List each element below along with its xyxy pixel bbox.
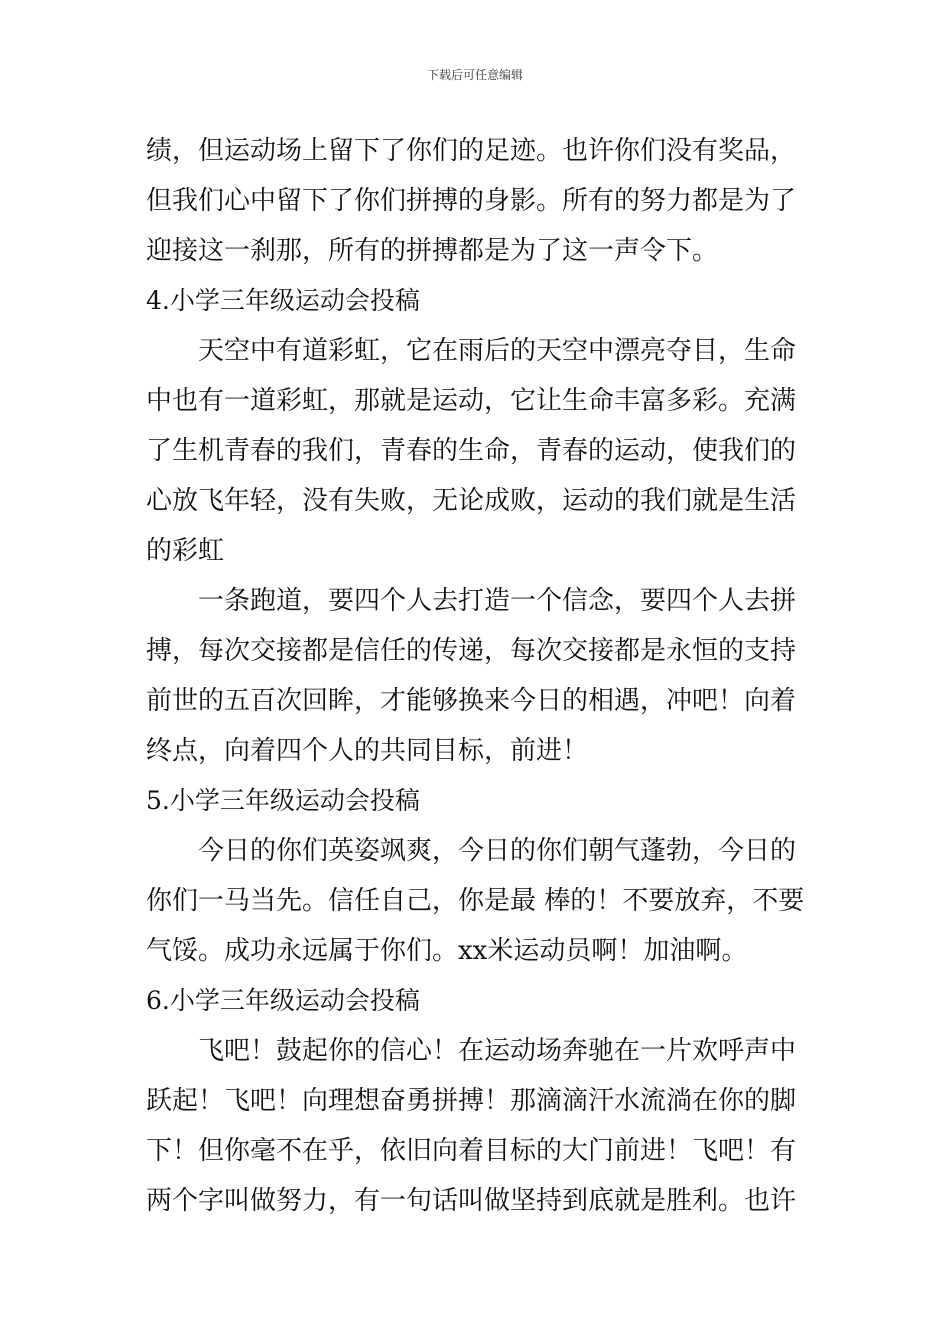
text-line: 下！但你毫不在乎，依旧向着目标的大门前进！飞吧！有 <box>146 1136 797 1166</box>
text-line: 你们一马当先。信任自己，你是最 棒的！不要放弃，不要 <box>146 886 805 916</box>
text-line: 但我们心中留下了你们拼搏的身影。所有的努力都是为了 <box>146 186 797 216</box>
text-line: 天空中有道彩虹，它在雨后的天空中漂亮夺目，生命 <box>198 336 797 366</box>
text-line: 心放飞年轻，没有失败，无论成败，运动的我们就是生活 <box>146 486 797 516</box>
document-body <box>146 126 806 1226</box>
text-line: 气馁。成功永远属于你们。xx米运动员啊！加油啊。 <box>146 936 748 966</box>
text-line: 了生机青春的我们，青春的生命，青春的运动，使我们的 <box>146 436 797 466</box>
section-heading: 6.小学三年级运动会投稿 <box>146 986 420 1015</box>
text-line: 终点，向着四个人的共同目标，前进！ <box>146 736 589 766</box>
text-line: 今日的你们英姿飒爽，今日的你们朝气蓬勃，今日的 <box>198 836 797 866</box>
text-line: 的彩虹 <box>146 536 225 566</box>
text-line: 迎接这一刹那，所有的拼搏都是为了这一声令下。 <box>146 236 719 266</box>
text-line: 绩，但运动场上留下了你们的足迹。也许你们没有奖品， <box>146 136 797 166</box>
section-heading: 4.小学三年级运动会投稿 <box>146 286 420 315</box>
text-line: 跃起！飞吧！向理想奋勇拼搏！那滴滴汗水流淌在你的脚 <box>146 1086 797 1116</box>
page-header-note: 下载后可任意编辑 <box>426 68 523 82</box>
section-heading: 5.小学三年级运动会投稿 <box>146 786 420 815</box>
text-line: 搏，每次交接都是信任的传递，每次交接都是永恒的支持 <box>146 636 797 666</box>
text-line: 一条跑道，要四个人去打造一个信念，要四个人去拼 <box>198 586 797 616</box>
text-line: 前世的五百次回眸，才能够换来今日的相遇，冲吧！向着 <box>146 686 797 716</box>
text-line: 飞吧！鼓起你的信心！在运动场奔驰在一片欢呼声中 <box>198 1036 797 1066</box>
text-line: 两个字叫做努力，有一句话叫做坚持到底就是胜利。也许 <box>146 1186 797 1216</box>
text-line: 中也有一道彩虹，那就是运动，它让生命丰富多彩。充满 <box>146 386 797 416</box>
